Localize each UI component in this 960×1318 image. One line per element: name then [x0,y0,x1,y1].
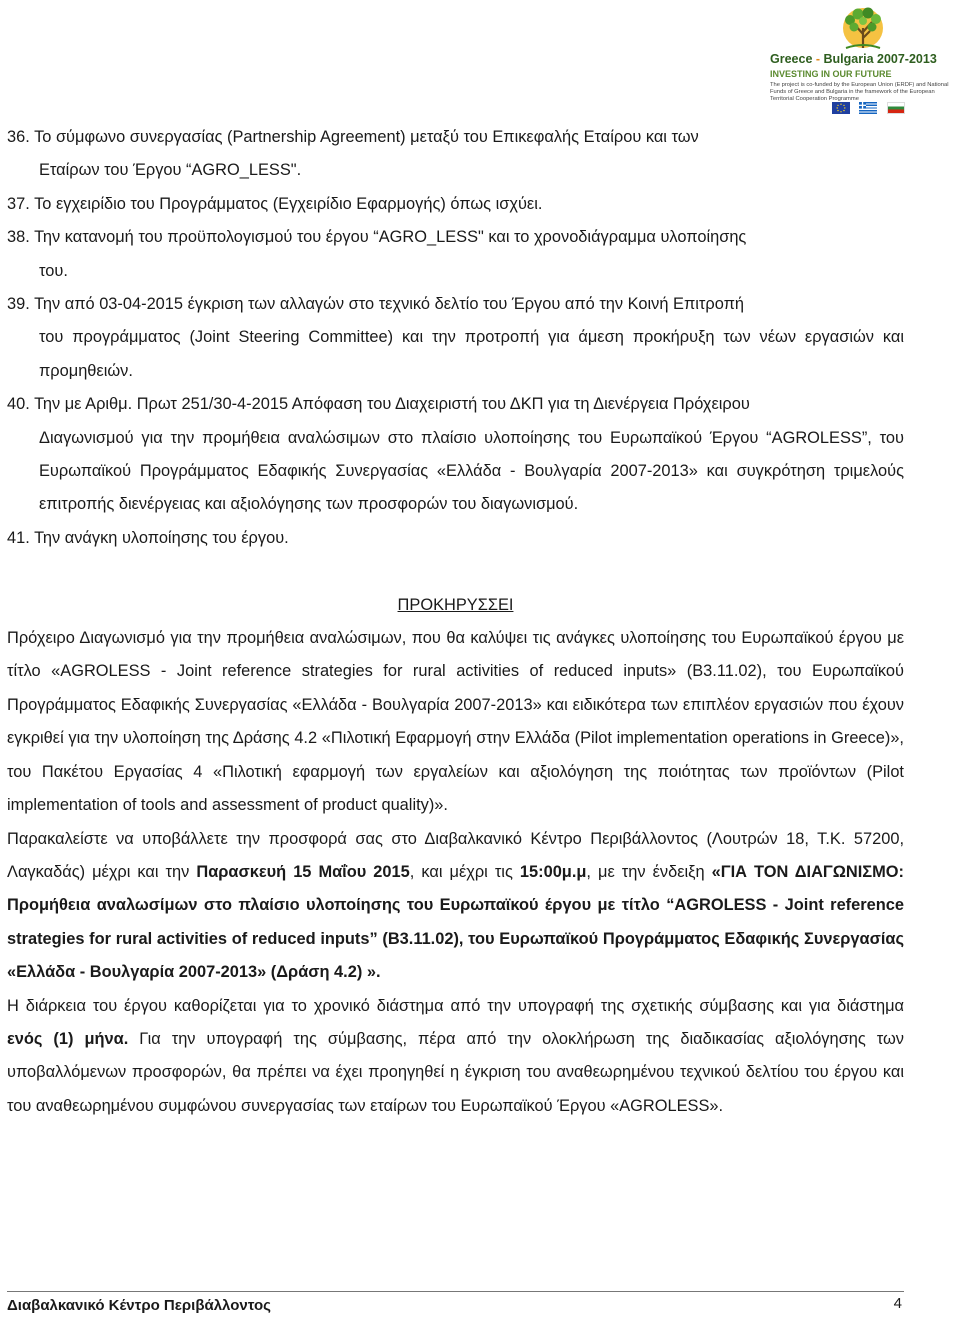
footer-organization: Διαβαλκανικό Κέντρο Περιβάλλοντος [7,1297,271,1314]
document-body [7,121,904,1123]
list-item-36-cont: Εταίρων του Έργου “AGRO_LESS". [39,161,302,180]
logo-title: Greece - Bulgaria 2007-2013 [770,52,937,66]
programme-logo [770,6,956,118]
list-item-39-cont: του προγράμματος (Joint Steering Committee) και την προτροπή για άμεση προκήρυξη των νέων εργασιών και προμηθειών. [39,328,904,380]
list-item-38: 38. Την κατανομή του προϋπολογισμού του έργου “AGRO_LESS" και το χρονοδιάγραμμα υλοποίησης [7,228,747,247]
spacer [7,555,904,588]
bulgaria-flag-icon [887,102,905,114]
list-item-36: 36. Το σύμφωνο συνεργασίας (Partnership Agreement) μεταξύ του Επικεφαλής Εταίρου και των [7,128,699,146]
page-footer [7,1291,904,1314]
page-number: 4 [893,1295,902,1312]
list-item-38-cont: του. [39,261,68,280]
logo-cofinance-text: The project is co-funded by the European Union (ERDF) and National Funds of Greece and Bulgaria in the framework of the European Territorial Cooperation Programme [770,82,949,102]
list-item-40-cont: Διαγωνισμού για την προμήθεια αναλώσιμων στο πλαίσιο υλοποίησης του Ευρωπαϊκού Έργου “AGROLESS”, του Ευρωπαϊκού Προγράμματος Εδαφικής Συνεργασίας «Ελλάδα - Βουλγαρία 2007-2013» και συγκρότηση τριμελούς επιτροπής διενέργειας και αξιολόγησης των προσφορών του διαγωνισμού. [39,428,904,514]
paragraph-announcement: Πρόχειρο Διαγωνισμό για την προμήθεια αναλώσιμων, που θα καλύψει τις ανάγκες υλοποίησης του Ευρωπαϊκού έργου με τίτλο «AGROLESS - Joint reference strategies for rural activities of reduced inputs» (B3.11.02), του Ευρωπαϊκού Προγράμματος Εδαφικής Συνεργασίας «Ελλάδα - Βουλγαρία 2007-2013» και ειδικότερα των επιπλέον εργασιών που έχουν εγκριθεί για την υλοποίηση της Δράσης 4.2 «Πιλοτική Εφαρμογή στην Ελλάδα (Pilot implementation operations in Greece)», του Πακέτου Εργασίας 4 «Πιλοτική εφαρμογή των εργαλείων και αξιολόγηση της ποιότητας των προϊόντων (Pilot implementation of tools and assessment of product quality)». [7,629,904,815]
list-item-39: 39. Την από 03-04-2015 έγκριση των αλλαγών στο τεχνικό δελτίο του Έργου από την Κοινή Επιτροπή [7,295,745,314]
list-item-40: 40. Την με Αριθμ. Πρωτ 251/30-4-2015 Απόφαση του Διαχειριστή του ΔΚΠ για τη Διενέργεια Πρόχειρου [7,395,750,414]
list-item-41: 41. Την ανάγκη υλοποίησης του έργου. [7,528,289,547]
list-item-37: 37. Το εγχειρίδιο του Προγράμματος (Εγχειρίδιο Εφαρμογής) όπως ισχύει. [7,194,543,213]
paragraph-submission: Παρακαλείστε να υποβάλλετε την προσφορά σας στο Διαβαλκανικό Κέντρο Περιβάλλοντος (Λουτρών 18, Τ.Κ. 57200, Λαγκαδάς) μέχρι και την Παρασκευή 15 Μαΐου 2015, και μέχρι τις 15:00μ.μ, με την ένδειξη «ΓΙΑ ΤΟΝ ΔΙΑΓΩΝΙΣΜΟ: Προμήθεια αναλωσίμων στο πλαίσιο υλοποίησης του Ευρωπαϊκού έργου με τίτλο “AGROLESS - Joint reference strategies for rural activities of reduced inputs” (B3.11.02), του Ευρωπαϊκού Προγράμματος Εδαφικής Συνεργασίας «Ελλάδα - Βουλγαρία 2007-2013» (Δράση 4.2) ». [7,829,904,982]
flags-row [832,102,910,120]
logo-slogan: INVESTING IN OUR FUTURE [770,69,892,79]
eu-flag-icon [832,102,850,114]
tree-logo-icon [770,6,956,52]
section-heading: ΠΡΟΚΗΡΥΣΣΕΙ [397,595,514,614]
paragraph-duration: Η διάρκεια του έργου καθορίζεται για το χρονικό διάστημα από την υπογραφή της σχετικής σύμβασης και για διάστημα ενός (1) μήνα. Για την υπογραφή της σύμβασης, πέρα από την ολοκλήρωση της διαδικασίας αξιολόγησης των υποβαλλόμενων προσφορών, θα πρέπει να έχει προηγηθεί η έγκριση του αναθεωρημένου τεχνικού δελτίου του έργου και του αναθεωρημένου συμφώνου συνεργασίας των εταίρων του Ευρωπαϊκού Έργου «AGROLESS». [7,996,904,1115]
greece-flag-icon [859,102,877,114]
